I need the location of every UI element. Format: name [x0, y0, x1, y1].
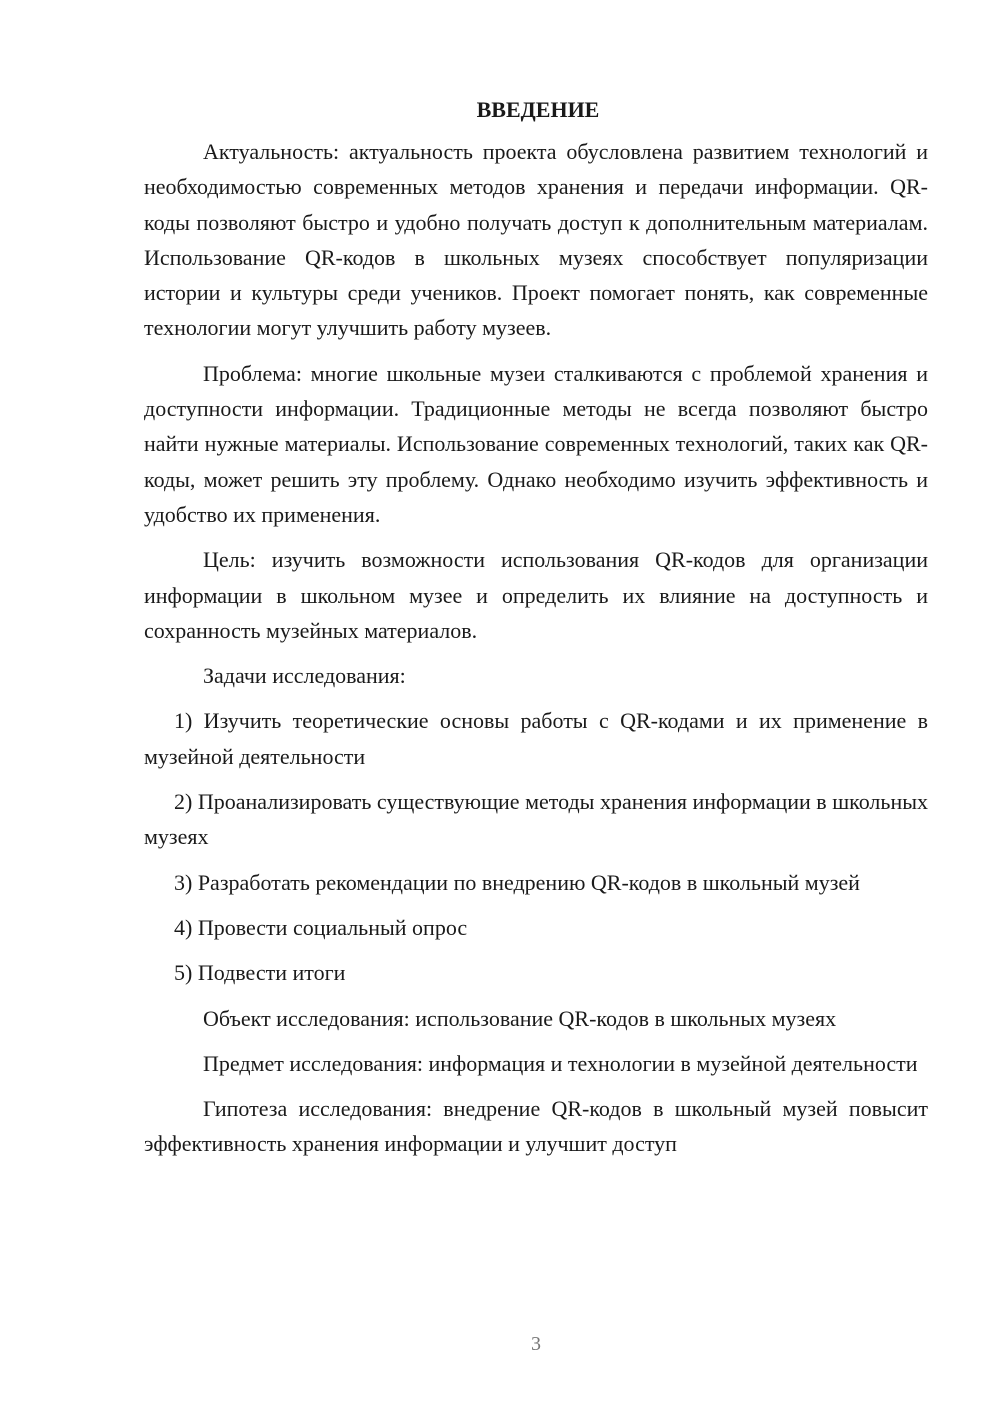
task-item-1: 1) Изучить теоретические основы работы с QR-кодами и их применение в музейной деятельности [144, 708, 928, 769]
relevance-paragraph: Актуальность: актуальность проекта обусловлена развитием технологий и необходимостью современных методов хранения и передачи информации. QR-коды позволяют быстро и удобно получать доступ к дополнительным материалам. Использование QR-кодов в школьных музеях способствует популяризации истории и культуры среди учеников. Проект помогает понять, как современные технологии могут улучшить работу музеев. [144, 139, 928, 341]
problem-paragraph: Проблема: многие школьные музеи сталкиваются с проблемой хранения и доступности информации. Традиционные методы не всегда позволяют быстро найти нужные материалы. Использование современных технологий, таких как QR-коды, может решить эту проблему. Однако необходимо изучить эффективность и удобство их применения. [144, 360, 928, 527]
task-item-2: 2) Проанализировать существующие методы хранения информации в школьных музеях [144, 789, 928, 850]
page-title: ВВЕДЕНИЕ [476, 97, 600, 122]
task-item-3: 3) Разработать рекомендации по внедрению QR-кодов в школьный музей [174, 869, 860, 895]
page-number: 3 [531, 1333, 541, 1355]
tasks-heading: Задачи исследования: [203, 663, 406, 689]
task-item-4: 4) Провести социальный опрос [174, 914, 468, 940]
goal-paragraph: Цель: изучить возможности использования QR-кодов для организации информации в школьном музее и определить их влияние на доступность и сохранность музейных материалов. [144, 547, 928, 643]
hypothesis-paragraph: Гипотеза исследования: внедрение QR-кодов в школьный музей повысит эффективность хранения информации и улучшит доступ [144, 1096, 928, 1157]
document-page [144, 92, 928, 1162]
task-item-5: 5) Подвести итоги [174, 960, 346, 986]
object-paragraph: Объект исследования: использование QR-кодов в школьных музеях [203, 1005, 837, 1031]
subject-paragraph: Предмет исследования: информация и технологии в музейной деятельности [203, 1050, 918, 1076]
